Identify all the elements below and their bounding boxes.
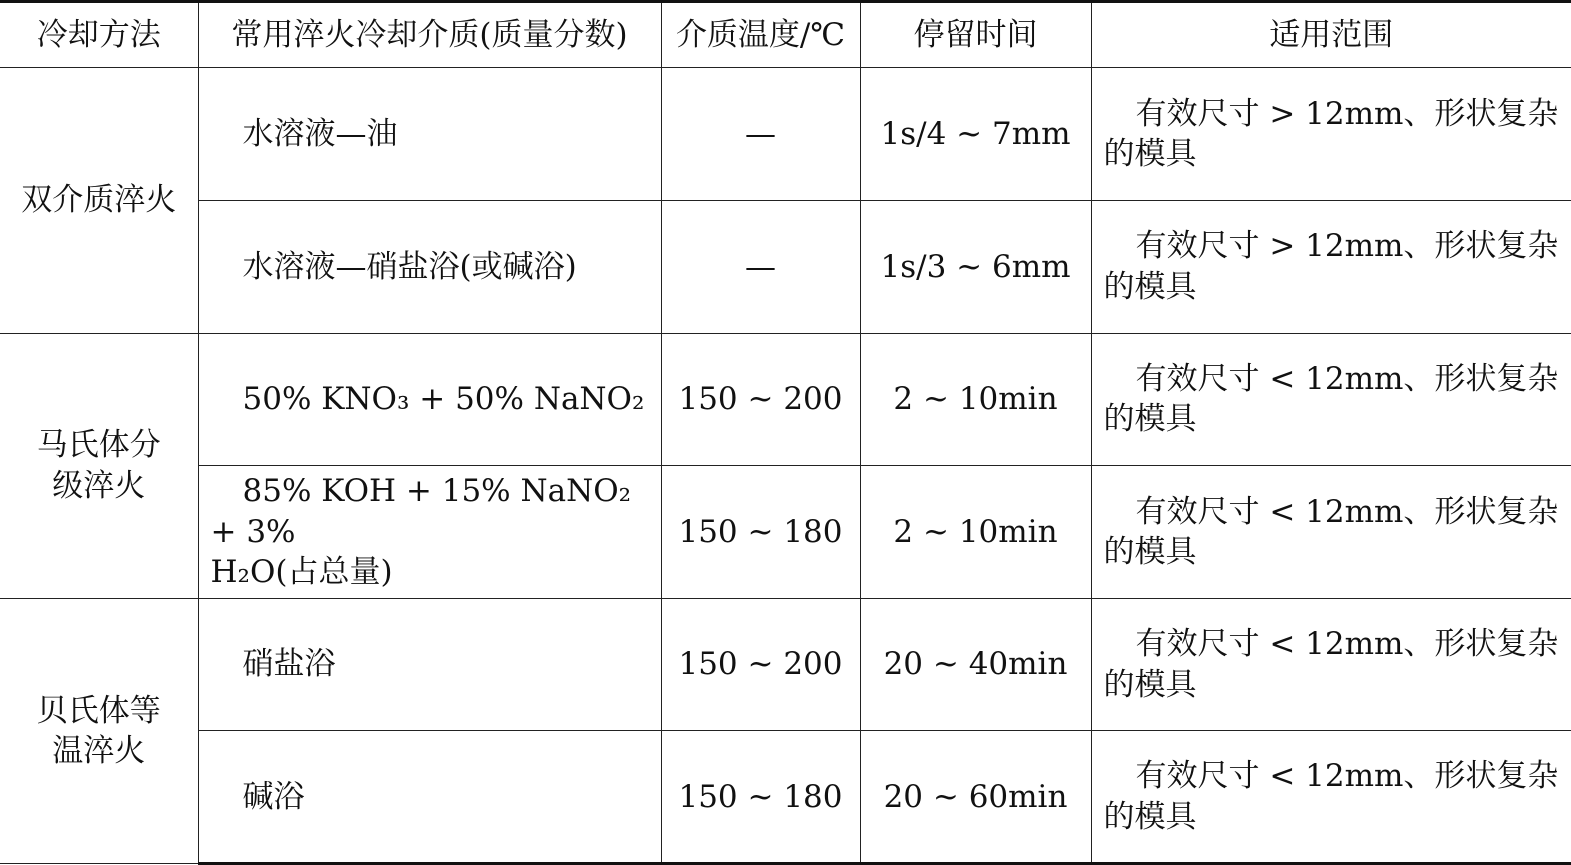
table-row bbox=[0, 598, 1571, 731]
holding-time-cell: 2 ~ 10min bbox=[860, 466, 1091, 599]
header-cooling-method: 冷却方法 bbox=[0, 2, 198, 68]
table-row bbox=[0, 466, 1571, 599]
cooling-method-cell: 贝氏体等 温淬火 bbox=[0, 598, 198, 863]
header-row bbox=[0, 2, 1571, 68]
quench-medium-cell: 85% KOH + 15% NaNO₂ + 3% H₂O(占总量) bbox=[198, 466, 661, 599]
cooling-method-cell: 双介质淬火 bbox=[0, 68, 198, 333]
header-medium-temperature: 介质温度/℃ bbox=[661, 2, 860, 68]
table-row bbox=[0, 731, 1571, 864]
medium-temperature-cell: 150 ~ 200 bbox=[661, 598, 860, 731]
holding-time-cell: 1s/3 ~ 6mm bbox=[860, 200, 1091, 333]
quench-medium-cell: 碱浴 bbox=[198, 731, 661, 864]
table-row bbox=[0, 333, 1571, 466]
medium-temperature-cell: 150 ~ 200 bbox=[661, 333, 860, 466]
quench-medium-cell: 硝盐浴 bbox=[198, 598, 661, 731]
application-scope-cell: 有效尺寸 < 12mm、形状复杂的模具 bbox=[1091, 731, 1571, 864]
application-scope-cell: 有效尺寸 < 12mm、形状复杂的模具 bbox=[1091, 466, 1571, 599]
quench-medium-cell: 水溶液—油 bbox=[198, 68, 661, 201]
medium-temperature-cell: — bbox=[661, 200, 860, 333]
holding-time-cell: 20 ~ 40min bbox=[860, 598, 1091, 731]
quench-medium-cell: 水溶液—硝盐浴(或碱浴) bbox=[198, 200, 661, 333]
application-scope-cell: 有效尺寸 < 12mm、形状复杂的模具 bbox=[1091, 333, 1571, 466]
holding-time-cell: 20 ~ 60min bbox=[860, 731, 1091, 864]
cooling-method-cell: 马氏体分 级淬火 bbox=[0, 333, 198, 598]
holding-time-cell: 1s/4 ~ 7mm bbox=[860, 68, 1091, 201]
table-row bbox=[0, 200, 1571, 333]
header-application-scope: 适用范围 bbox=[1091, 2, 1571, 68]
application-scope-cell: 有效尺寸 > 12mm、形状复杂的模具 bbox=[1091, 68, 1571, 201]
header-quench-medium: 常用淬火冷却介质(质量分数) bbox=[198, 2, 661, 68]
medium-temperature-cell: 150 ~ 180 bbox=[661, 731, 860, 864]
application-scope-cell: 有效尺寸 > 12mm、形状复杂的模具 bbox=[1091, 200, 1571, 333]
header-holding-time: 停留时间 bbox=[860, 2, 1091, 68]
medium-temperature-cell: 150 ~ 180 bbox=[661, 466, 860, 599]
table-row bbox=[0, 68, 1571, 201]
medium-temperature-cell: — bbox=[661, 68, 860, 201]
application-scope-cell: 有效尺寸 < 12mm、形状复杂的模具 bbox=[1091, 598, 1571, 731]
quench-medium-cell: 50% KNO₃ + 50% NaNO₂ bbox=[198, 333, 661, 466]
holding-time-cell: 2 ~ 10min bbox=[860, 333, 1091, 466]
